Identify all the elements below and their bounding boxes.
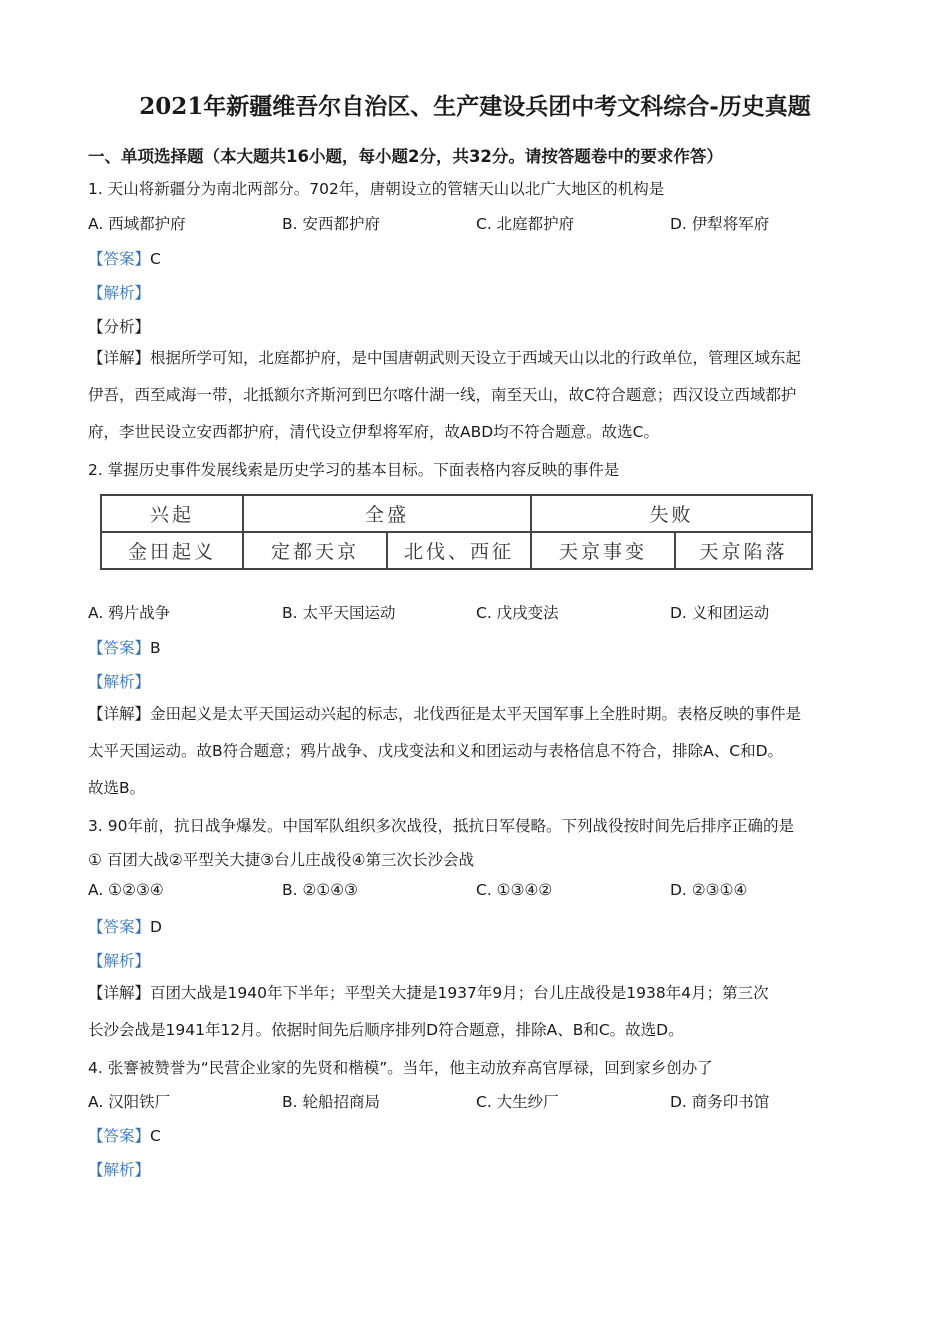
question-2-analysis-tag: 【解析】 <box>88 673 151 691</box>
table-header-rise: 兴起 <box>101 495 243 532</box>
table-header-fail: 失败 <box>531 495 812 532</box>
answer-tag: 【答案】 <box>88 918 151 936</box>
answer-tag: 【答案】 <box>88 250 151 268</box>
event-table <box>100 494 813 570</box>
question-3-items: ① 百团大战②平型关大捷③台儿庄战役④第三次长沙会战 <box>88 851 475 869</box>
question-2-options <box>88 601 868 623</box>
detail-line-3: 府，李世民设立安西都护府，清代设立伊犁将军府，故ABD均不符合题意。故选C。 <box>88 423 659 441</box>
question-4-analysis-tag: 【解析】 <box>88 1161 151 1179</box>
detail-line-2: 长沙会战是1941年12月。依据时间先后顺序排列D符合题意，排除A、B和C。故选D。 <box>88 1021 684 1039</box>
detail-tag: 【详解】 <box>88 349 151 367</box>
question-3-detail <box>88 975 863 1049</box>
option-b: B. 太平天国运动 <box>282 604 396 622</box>
table-cell: 定都天京 <box>243 532 387 569</box>
detail-line-1: 【详解】根据所学可知，北庭都护府，是中国唐朝武则天设立于西域天山以北的行政单位，管理区域东起 <box>88 349 802 367</box>
table-cell: 金田起义 <box>101 532 243 569</box>
option-d: D. 商务印书馆 <box>670 1093 770 1111</box>
detail-line-1: 【详解】金田起义是太平天国运动兴起的标志，北伐西征是太平天国军事上全胜时期。表格反映的事件是 <box>88 705 802 723</box>
answer-value: D <box>150 918 162 936</box>
option-b: B. 轮船招商局 <box>282 1093 380 1111</box>
option-c: C. ①③④② <box>476 881 553 899</box>
answer-value: C <box>150 1127 161 1145</box>
option-c: C. 戊戌变法 <box>476 604 559 622</box>
question-2-stem: 2. 掌握历史事件发展线索是历史学习的基本目标。下面表格内容反映的事件是 <box>88 461 620 479</box>
question-1-answer <box>88 247 161 269</box>
option-a: A. 鸦片战争 <box>88 604 171 622</box>
option-d: D. 义和团运动 <box>670 604 770 622</box>
option-a: A. ①②③④ <box>88 881 164 899</box>
table-cell: 天京事变 <box>531 532 675 569</box>
question-1-stem: 1. 天山将新疆分为南北两部分。702年，唐朝设立的管辖天山以北广大地区的机构是 <box>88 180 665 198</box>
answer-tag: 【答案】 <box>88 639 151 657</box>
detail-tag: 【详解】 <box>88 984 151 1002</box>
question-2-detail <box>88 696 863 807</box>
question-1-detail <box>88 340 863 451</box>
detail-line-1: 【详解】百团大战是1940年下半年；平型关大捷是1937年9月；台儿庄战役是1938年4月；第三次 <box>88 984 769 1002</box>
option-a: A. 西域都护府 <box>88 215 186 233</box>
question-3-options <box>88 881 868 903</box>
detail-line-2: 伊吾，西至咸海一带，北抵额尔齐斯河到巴尔喀什湖一线，南至天山，故C符合题意；西汉设立西域都护 <box>88 386 797 404</box>
detail-line-3: 故选B。 <box>88 779 146 797</box>
table-header-peak: 全盛 <box>243 495 531 532</box>
answer-tag: 【答案】 <box>88 1127 151 1145</box>
question-4-options <box>88 1090 868 1112</box>
option-d: D. 伊犁将军府 <box>670 215 770 233</box>
option-c: C. 大生纱厂 <box>476 1093 559 1111</box>
question-3-analysis-tag: 【解析】 <box>88 952 151 970</box>
question-2-answer <box>88 636 161 658</box>
question-4-stem: 4. 张謇被赞誉为“民营企业家的先贤和楷模”。当年，他主动放弃高官厚禄，回到家乡创办了 <box>88 1059 713 1077</box>
option-a: A. 汉阳铁厂 <box>88 1093 171 1111</box>
question-1-options <box>88 212 868 234</box>
question-3-answer <box>88 915 162 937</box>
option-c: C. 北庭都护府 <box>476 215 575 233</box>
answer-value: C <box>150 250 161 268</box>
page-title: 2021年新疆维吾尔自治区、生产建设兵团中考文科综合-历史真题 <box>139 93 811 120</box>
question-4-answer <box>88 1124 161 1146</box>
option-b: B. ②①④③ <box>282 881 359 899</box>
question-1-analysis-tag: 【解析】 <box>88 284 151 302</box>
table-cell: 天京陷落 <box>675 532 812 569</box>
table-cell: 北伐、西征 <box>387 532 531 569</box>
answer-value: B <box>150 639 161 657</box>
detail-tag: 【详解】 <box>88 705 151 723</box>
option-b: B. 安西都护府 <box>282 215 380 233</box>
question-3-stem: 3. 90年前，抗日战争爆发。中国军队组织多次战役，抵抗日军侵略。下列战役按时间先后排序正确的是 <box>88 817 794 835</box>
section-heading: 一、单项选择题（本大题共16小题，每小题2分，共32分。请按答题卷中的要求作答） <box>88 147 723 166</box>
detail-line-2: 太平天国运动。故B符合题意；鸦片战争、戊戌变法和义和团运动与表格信息不符合，排除A、C和D。 <box>88 742 783 760</box>
question-1-fenxi-tag: 【分析】 <box>88 318 151 336</box>
option-d: D. ②③①④ <box>670 881 748 899</box>
